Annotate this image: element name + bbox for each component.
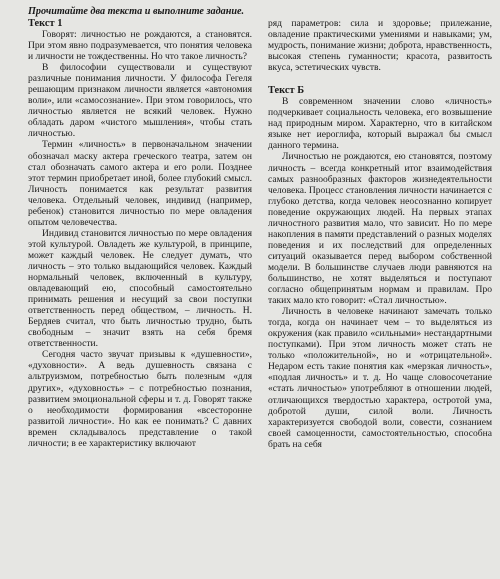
textB-paragraph-3: Личность в человеке начинают замечать только тогда, когда он начинает чем – то выделяться из окружения (как правило «сильными» нестандартными поступками). При этом личность может стать не только «положительной», но и «отрицательной». Недаром есть такие понятия как «мерзкая личность», «подлая личность» и т. д. Но чаще словосочетание «стать личностью» употребляют в отношении людей, отличающихся твердостью характера, остротой ума, добротой души, силой воли. Личность характеризуется свободой воли, совести, сознанием своей самоценности, самостоятельностью, способна брать на себя [268,306,492,450]
text1-paragraph-5: Сегодня часто звучат призывы к «душевности», «духовности». А ведь душевность связана с альтруизмом, потребностью быть полезным «для других», «духовность» – с потребностью познания, развитием эмоциональной сферы и т. д. Говорят также о необходимости формирования «всесторонне развитой личности». Но как ее понимать? С давних времен складывалось представление о такой личности; в ее характеристику включают [28,349,252,449]
text1-paragraph-4: Индивид становится личностью по мере овладения этой культурой. Овладеть же культурой, в принципе, может каждый человек. Не следует думать, что личность – это только выдающийся человек. Каждый нормальный человек, включенный в культуру, овладевающий ею, способный самостоятельно принимать решения и несущий за свои поступки ответственность перед обществом, – личность. Н. Бердяев считал, что быть личностью трудно, быть свободным – значит взять на себя бремя ответственности. [28,227,252,350]
left-column [28,18,252,450]
textB-paragraph-2: Личностью не рождаются, ею становятся, поэтому личность – всегда конкретный итог взаимодействия самых разнообразных факторов жизнедеятельности человека. Процесс становления личности начинается с глубоко детства, когда человек неосознанно копирует поведение окружающих людей. На первых этапах личностного развития мало, что зависит. Но по мере накопления в памяти представлений о разных моделях поведения и их последствий для определенных ситуаций оказывается перед выбором собственной модели. В большинстве случаев люди равняются на большинство, не хотят выделяться и поступают согласно общепринятым нормам и правилам. Про таких мало кто говорит: «Стал личностью». [268,151,492,307]
text1-paragraph-2: В философии существовали и существуют различные понимания личности. У философа Гегеля решающим признаком личности является «автономия воли», или «самосознание». При этом говорилось, что личностью является не всякий человек. Нужно обладать даром «чистого мышления», чтобы стать личностью. [28,62,252,140]
textB-paragraph-1: В современном значении слово «личность» подчеркивает социальность человека, его возвышение над природным миром. Характерно, что в китайском языке нет иероглифа, который выражал бы смысл данного термина. [268,96,492,152]
text1-heading: Текст 1 [28,18,63,29]
text1-continuation: ряд параметров: сила и здоровье; прилежание, овладение практическими умениями и навыками; ум, мудрость, понимание жизни; доброта, нравственность, высокая степень гуманности; красота, развитость вкуса, эстетических чувств. [268,18,492,74]
right-column [268,18,492,450]
text1-paragraph-1: Говорят: личностью не рождаются, а становятся. При этом явно подразумевается, что понятия человека и личности не тождественны. Но что такое личность? [28,29,252,63]
instruction-title: Прочитайте два текста и выполните задание. [28,6,245,17]
text1-paragraph-3: Термин «личность» в первоначальном значении обозначал маску актера греческого театра, затем он стал обозначать самого актера и его роли. Позднее этот термин приобретает иной, более глубокий смысл. Личность понимается как результат развития человека. Отдельный человек, индивид (например, ребенок) становится личностью по мере овладения опытом человечества. [28,139,252,228]
text-columns [28,18,492,450]
textB-heading: Текст Б [268,85,305,97]
